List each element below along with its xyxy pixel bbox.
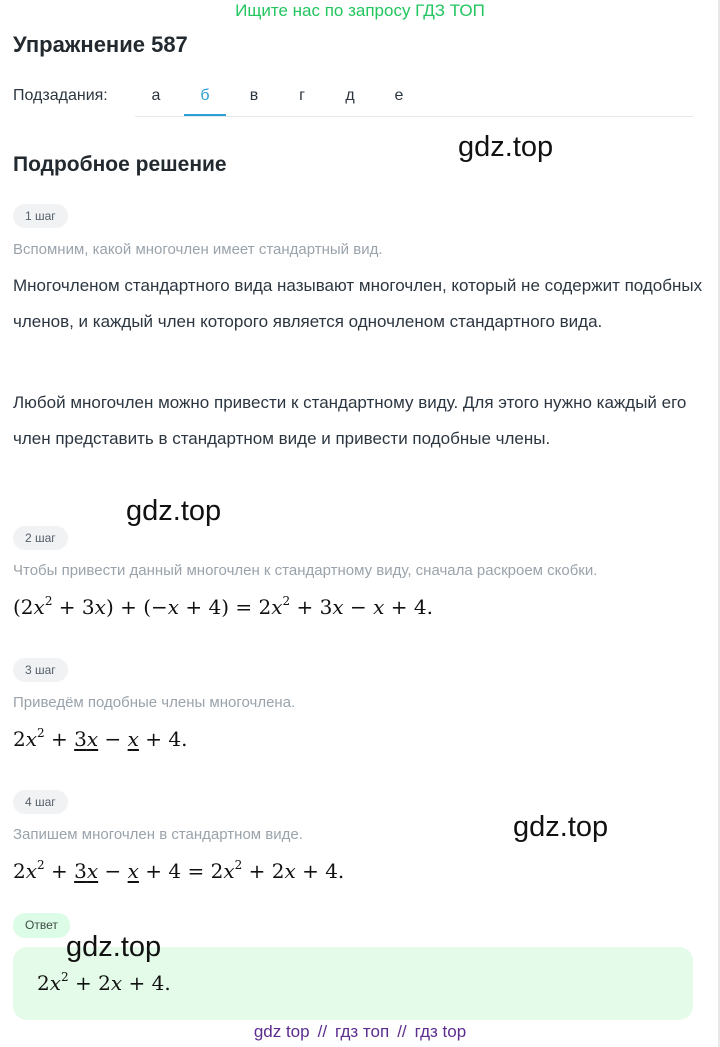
step-hint: Чтобы привести данный многочлен к стандартному виду, сначала раскроем скобки. [13,562,598,579]
step-badge: 3 шаг [13,658,68,682]
subtasks-label: Подзадания: [13,87,108,104]
watermark: gdz.top [66,931,162,963]
footer-links [0,1020,720,1044]
footer-link[interactable]: gdz top [253,1022,310,1041]
tab-e[interactable]: е [394,87,404,104]
tab-v[interactable]: в [249,87,259,104]
watermark: gdz.top [126,495,222,527]
tab-d[interactable]: д [345,87,355,104]
step-badge: 4 шаг [13,790,68,814]
step-hint: Вспомним, какой многочлен имеет стандартный вид. [13,241,383,258]
answer-formula: $2x^2 + 2x + 4$. [37,970,171,995]
step-formula: $2x^2 + 3x - x + 4 = 2x^2 + 2x + 4$. [13,858,345,883]
footer-separator: // [317,1022,328,1041]
step-hint: Запишем многочлен в стандартном виде. [13,826,303,843]
footer-link[interactable]: гдз топ [335,1022,390,1041]
answer-badge: Ответ [13,913,70,938]
step-formula: $2x^2 + 3x - x + 4$. [13,726,188,751]
footer-separator: // [397,1022,407,1041]
watermark: gdz.top [513,811,609,843]
subtask-tabs [135,80,693,117]
tab-g[interactable]: г [299,87,305,104]
step-formula: $(2x^2 + 3x) + (-x + 4) = 2x^2 + 3x - x + 4$. [13,594,433,619]
page-title: Упражнение 587 [13,32,188,57]
step-paragraph: Многочленом стандартного вида называют многочлен, который не содержит подобных членов, и каждый член которого является одночленом стандартного вида. [13,276,703,331]
tab-a[interactable]: а [151,87,161,104]
step-badge: 2 шаг [13,526,68,550]
watermark: gdz.top [458,131,554,163]
step-paragraph: Любой многочлен можно привести к стандартному виду. Для этого нужно каждый его член представить в стандартном виде и привести подобные члены. [13,393,687,448]
step-hint: Приведём подобные члены многочлена. [13,694,296,711]
footer-link[interactable]: гдз top [414,1022,467,1041]
search-banner[interactable]: Ищите нас по запросу ГДЗ ТОП [235,1,485,20]
step-badge: 1 шаг [13,204,68,228]
tab-b[interactable]: б [184,80,226,116]
solution-heading: Подробное решение [13,153,227,176]
